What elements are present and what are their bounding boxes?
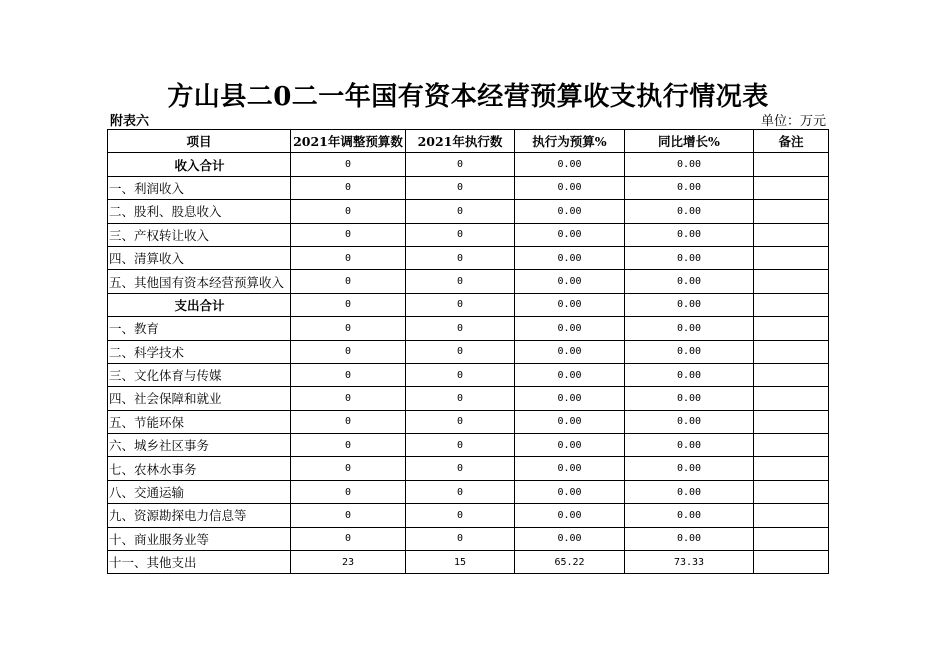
row-execution-pct: 0.00 [515,200,625,223]
row-budget-value: 0 [291,246,406,269]
header-execution-pct: 执行为预算% [515,130,625,153]
row-execution-pct: 0.00 [515,387,625,410]
row-note [754,176,829,199]
row-note [754,270,829,293]
row-item-label: 九、资源勘探电力信息等 [108,504,291,527]
row-actual-value: 0 [406,410,515,433]
table-row [108,223,829,246]
table-row [108,551,829,574]
row-execution-pct: 0.00 [515,270,625,293]
row-execution-pct: 0.00 [515,457,625,480]
header-budget: 2021年调整预算数 [291,130,406,153]
table-header-row [108,130,829,153]
row-budget-value: 0 [291,200,406,223]
row-execution-pct: 0.00 [515,340,625,363]
row-note [754,387,829,410]
table-row [108,363,829,386]
row-item-label: 收入合计 [108,153,291,176]
row-execution-pct: 0.00 [515,410,625,433]
row-actual-value: 0 [406,504,515,527]
table-row [108,176,829,199]
table-row [108,434,829,457]
row-item-label: 四、清算收入 [108,246,291,269]
row-execution-pct: 65.22 [515,551,625,574]
table-row [108,410,829,433]
row-budget-value: 0 [291,504,406,527]
row-execution-pct: 0.00 [515,480,625,503]
page-title: 方山县二0二一年国有资本经营预算收支执行情况表 [167,82,769,112]
row-budget-value: 23 [291,551,406,574]
row-execution-pct: 0.00 [515,317,625,340]
row-actual-value: 0 [406,457,515,480]
row-actual-value: 0 [406,223,515,246]
row-budget-value: 0 [291,270,406,293]
row-actual-value: 0 [406,480,515,503]
row-yoy-growth: 0.00 [625,200,754,223]
row-item-label: 五、节能环保 [108,410,291,433]
row-actual-value: 0 [406,363,515,386]
row-item-label: 十一、其他支出 [108,551,291,574]
row-execution-pct: 0.00 [515,223,625,246]
header-actual: 2021年执行数 [406,130,515,153]
table-row [108,387,829,410]
row-item-label: 四、社会保障和就业 [108,387,291,410]
row-yoy-growth: 0.00 [625,504,754,527]
row-yoy-growth: 73.33 [625,551,754,574]
table-body [108,153,829,574]
row-yoy-growth: 0.00 [625,340,754,363]
row-yoy-growth: 0.00 [625,317,754,340]
row-budget-value: 0 [291,176,406,199]
row-note [754,410,829,433]
row-item-label: 五、其他国有资本经营预算收入 [108,270,291,293]
row-budget-value: 0 [291,153,406,176]
row-yoy-growth: 0.00 [625,434,754,457]
row-actual-value: 15 [406,551,515,574]
row-note [754,340,829,363]
table-row [108,504,829,527]
row-yoy-growth: 0.00 [625,527,754,550]
row-actual-value: 0 [406,387,515,410]
row-note [754,434,829,457]
table-row [108,457,829,480]
row-note [754,153,829,176]
row-item-label: 二、科学技术 [108,340,291,363]
table-row [108,153,829,176]
row-budget-value: 0 [291,317,406,340]
table-row [108,527,829,550]
row-note [754,480,829,503]
row-actual-value: 0 [406,246,515,269]
row-item-label: 八、交通运输 [108,480,291,503]
row-actual-value: 0 [406,153,515,176]
row-item-label: 七、农林水事务 [108,457,291,480]
row-yoy-growth: 0.00 [625,246,754,269]
row-yoy-growth: 0.00 [625,293,754,316]
row-budget-value: 0 [291,363,406,386]
row-item-label: 三、文化体育与传媒 [108,363,291,386]
row-yoy-growth: 0.00 [625,387,754,410]
row-budget-value: 0 [291,293,406,316]
row-yoy-growth: 0.00 [625,223,754,246]
row-budget-value: 0 [291,340,406,363]
row-note [754,504,829,527]
row-yoy-growth: 0.00 [625,176,754,199]
row-execution-pct: 0.00 [515,434,625,457]
row-yoy-growth: 0.00 [625,363,754,386]
header-notes: 备注 [754,130,829,153]
row-yoy-growth: 0.00 [625,410,754,433]
row-actual-value: 0 [406,293,515,316]
table-row [108,246,829,269]
row-budget-value: 0 [291,223,406,246]
row-execution-pct: 0.00 [515,246,625,269]
row-execution-pct: 0.00 [515,504,625,527]
row-note [754,246,829,269]
row-note [754,317,829,340]
row-item-label: 三、产权转让收入 [108,223,291,246]
row-item-label: 一、利润收入 [108,176,291,199]
row-actual-value: 0 [406,527,515,550]
row-item-label: 二、股利、股息收入 [108,200,291,223]
row-actual-value: 0 [406,176,515,199]
table-row [108,200,829,223]
row-actual-value: 0 [406,317,515,340]
row-budget-value: 0 [291,457,406,480]
row-execution-pct: 0.00 [515,363,625,386]
row-yoy-growth: 0.00 [625,270,754,293]
table-row [108,480,829,503]
row-actual-value: 0 [406,270,515,293]
budget-table [107,129,829,574]
row-yoy-growth: 0.00 [625,480,754,503]
row-budget-value: 0 [291,480,406,503]
row-note [754,200,829,223]
row-execution-pct: 0.00 [515,527,625,550]
table-row [108,293,829,316]
row-item-label: 一、教育 [108,317,291,340]
row-actual-value: 0 [406,340,515,363]
row-actual-value: 0 [406,434,515,457]
row-item-label: 支出合计 [108,293,291,316]
row-note [754,293,829,316]
row-budget-value: 0 [291,527,406,550]
attachment-label: 附表六 [110,114,150,129]
row-budget-value: 0 [291,434,406,457]
row-item-label: 六、城乡社区事务 [108,434,291,457]
table-row [108,270,829,293]
row-note [754,527,829,550]
header-item: 项目 [108,130,291,153]
row-yoy-growth: 0.00 [625,153,754,176]
row-budget-value: 0 [291,410,406,433]
row-execution-pct: 0.00 [515,293,625,316]
unit-label: 单位：万元 [760,114,826,129]
row-note [754,457,829,480]
row-item-label: 十、商业服务业等 [108,527,291,550]
row-yoy-growth: 0.00 [625,457,754,480]
row-budget-value: 0 [291,387,406,410]
header-yoy-growth: 同比增长% [625,130,754,153]
row-actual-value: 0 [406,200,515,223]
row-execution-pct: 0.00 [515,153,625,176]
row-note [754,363,829,386]
table-row [108,340,829,363]
row-note [754,223,829,246]
table-row [108,317,829,340]
row-execution-pct: 0.00 [515,176,625,199]
row-note [754,551,829,574]
